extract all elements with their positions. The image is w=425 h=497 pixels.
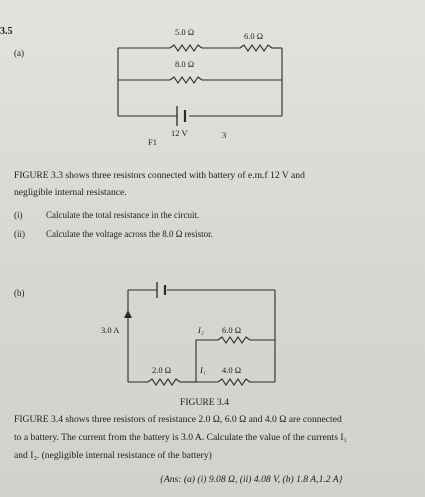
- resistor-6-b-label: 6.0 Ω: [222, 325, 242, 335]
- item-ii-text: Calculate the voltage across the 8.0 Ω resistor.: [46, 229, 213, 239]
- resistor-4-label: 4.0 Ω: [222, 365, 242, 375]
- part-b-label: (b): [14, 288, 25, 298]
- figure-3-4-description-line1: FIGURE 3.4 shows three resistors of resistance 2.0 Ω, 6.0 Ω and 4.0 Ω are connected: [14, 414, 342, 425]
- figure-3-3-description-line1: FIGURE 3.3 shows three resistors connected with battery of e.m.f 12 V and: [14, 170, 305, 181]
- part-a-label: (a): [14, 48, 24, 58]
- resistor-2-ohm: [148, 379, 180, 385]
- figure-3-4-caption: FIGURE 3.4: [180, 397, 230, 408]
- resistor-2-label: 2.0 Ω: [152, 365, 172, 375]
- question-number: 3.5: [0, 26, 13, 37]
- mark-label: 3: [222, 130, 227, 140]
- resistor-6-ohm-b: [218, 337, 250, 343]
- item-ii-number: (ii): [14, 229, 25, 239]
- resistor-6-label: 6.0 Ω: [244, 31, 264, 41]
- resistor-8-label: 8.0 Ω: [175, 59, 195, 69]
- resistor-5-label: 5.0 Ω: [175, 27, 195, 37]
- i2-label: I₂: [198, 325, 204, 335]
- resistor-6-ohm: [240, 45, 272, 51]
- resistor-5-ohm: [170, 45, 202, 51]
- current-arrow: [124, 310, 132, 318]
- f1-label: F1: [148, 137, 157, 147]
- battery-symbol-b: [157, 282, 165, 298]
- current-label: 3.0 A: [101, 325, 120, 335]
- resistor-4-ohm: [218, 379, 250, 385]
- figure-3-3-description-line2: negligible internal resistance.: [14, 187, 127, 198]
- answer-key: {Ans: (a) (i) 9.08 Ω, (ii) 4.08 V, (b) 1.8 A,1.2 A}: [160, 474, 343, 485]
- emf-label: 12 V: [171, 128, 188, 138]
- resistor-8-ohm: [170, 77, 202, 83]
- figure-3-4-description-line2: to a battery. The current from the battery is 3.0 A. Calculate the value of the currents I₁: [14, 432, 347, 443]
- item-i-number: (i): [14, 210, 23, 220]
- battery-symbol: [177, 106, 185, 126]
- item-i-text: Calculate the total resistance in the circuit.: [46, 210, 200, 220]
- figure-3-4-description-line3: and I₂. (negligible internal resistance of the battery): [14, 450, 212, 461]
- i1-label: I₁: [200, 365, 206, 375]
